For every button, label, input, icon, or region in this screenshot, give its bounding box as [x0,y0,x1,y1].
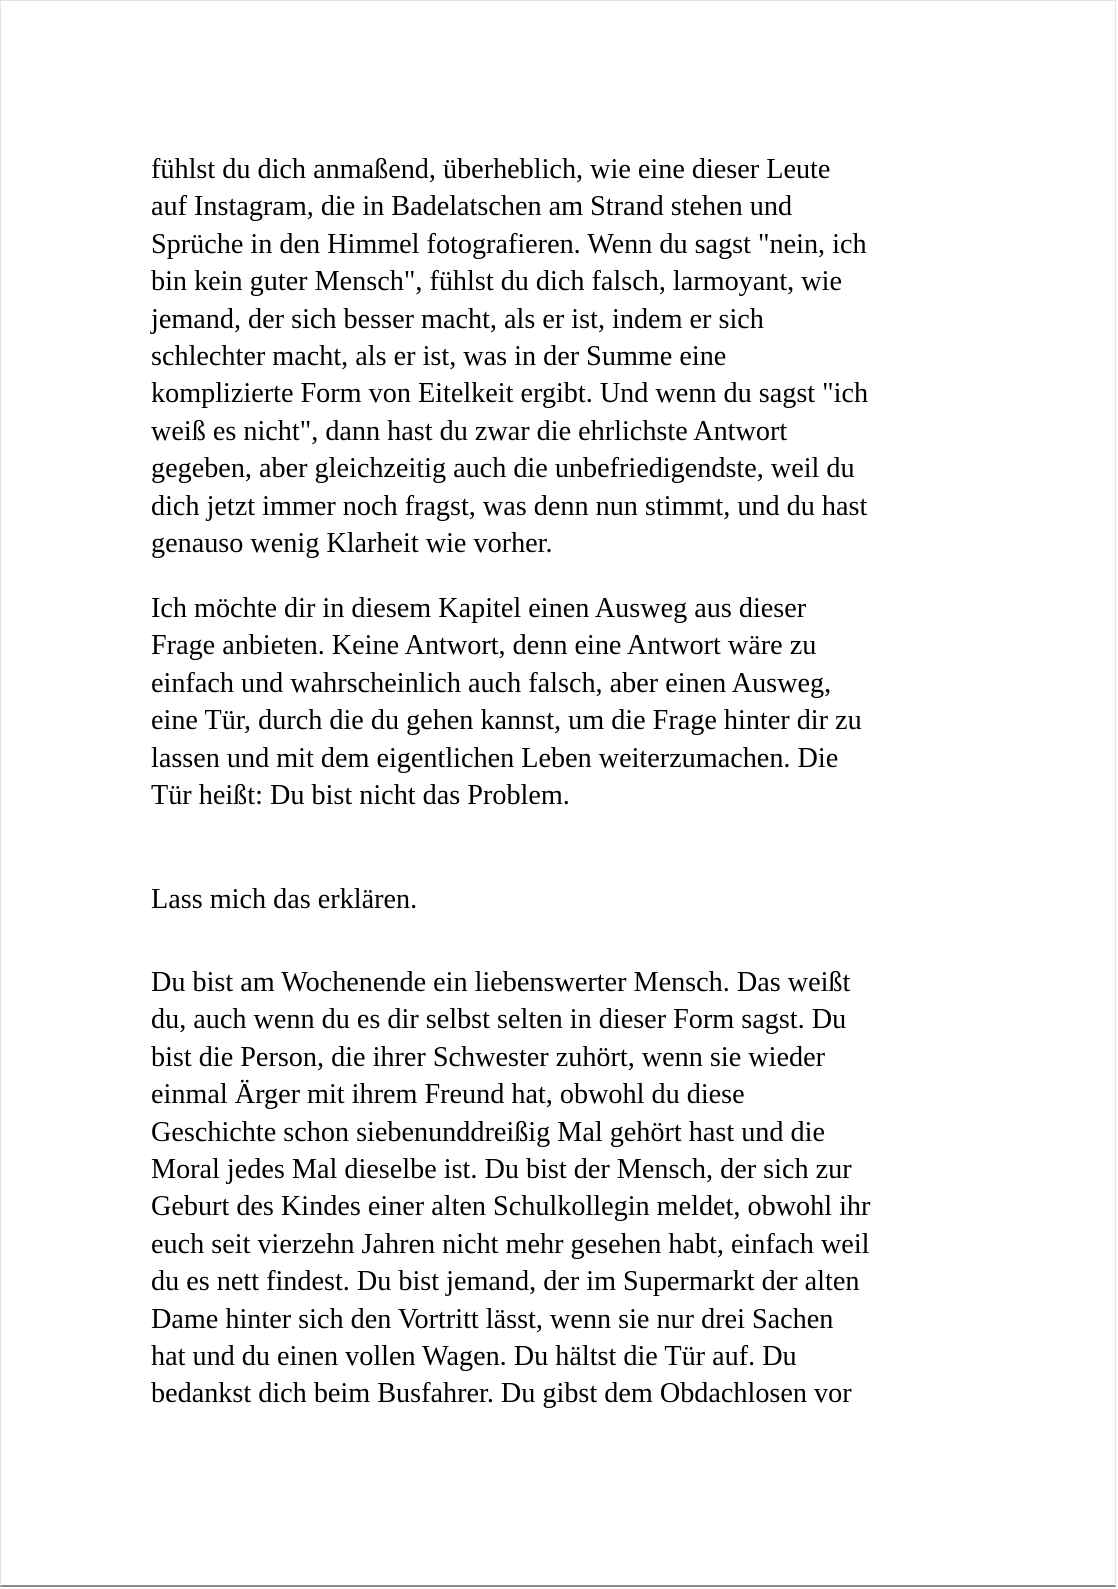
paragraph-1: fühlst du dich anmaßend, überheblich, wie eine dieser Leute auf Instagram, die in Badelatschen am Strand stehen und Sprüche in den Himmel fotografieren. Wenn du sagst "nein, ich bin kein guter Mensch", fühlst du dich falsch, larmoyant, wie jemand, der sich besser macht, als er ist, indem er sich schlechter macht, als er ist, was in der Summe eine komplizierte Form von Eitelkeit ergibt. Und wenn du sagst "ich weiß es nicht", dann hast du zwar die ehrlichste Antwort gegeben, aber gleichzeitig auch die unbefriedigendste, weil du dich jetzt immer noch fragst, was denn nun stimmt, und du hast genauso wenig Klarheit wie vorher. [151,154,869,560]
paragraph-2: Ich möchte dir in diesem Kapitel einen Ausweg aus dieser Frage anbieten. Keine Antwort, denn eine Antwort wäre zu einfach und wahrscheinlich auch falsch, aber einen Ausweg, eine Tür, durch die du gehen kannst, um die Frage hinter dir zu lassen und mit dem eigentlichen Leben weiterzumachen. Die Tür heißt: Du bist nicht das Problem. [151,593,862,812]
paragraph-4: Du bist am Wochenende ein liebenswerter Mensch. Das weißt du, auch wenn du es dir selbst selten in dieser Form sagst. Du bist die Person, die ihrer Schwester zuhört, wenn sie wieder einmal Ärger mit ihrem Freund hat, obwohl du diese Geschichte schon siebenunddreißig Mal gehört hast und die Moral jedes Mal dieselbe ist. Du bist der Mensch, der sich zur Geburt des Kindes einer alten Schulkollegin meldet, obwohl ihr euch seit vierzehn Jahren nicht mehr gesehen habt, einfach weil du es nett findest. Du bist jemand, der im Supermarkt der alten Dame hinter sich den Vortritt lässt, wenn sie nur drei Sachen hat und du einen vollen Wagen. Du hältst die Tür auf. Du bedankst dich beim Busfahrer. Du gibst dem Obdachlosen vor [151,967,871,1410]
paragraph-3: Lass mich das erklären. [151,884,418,915]
